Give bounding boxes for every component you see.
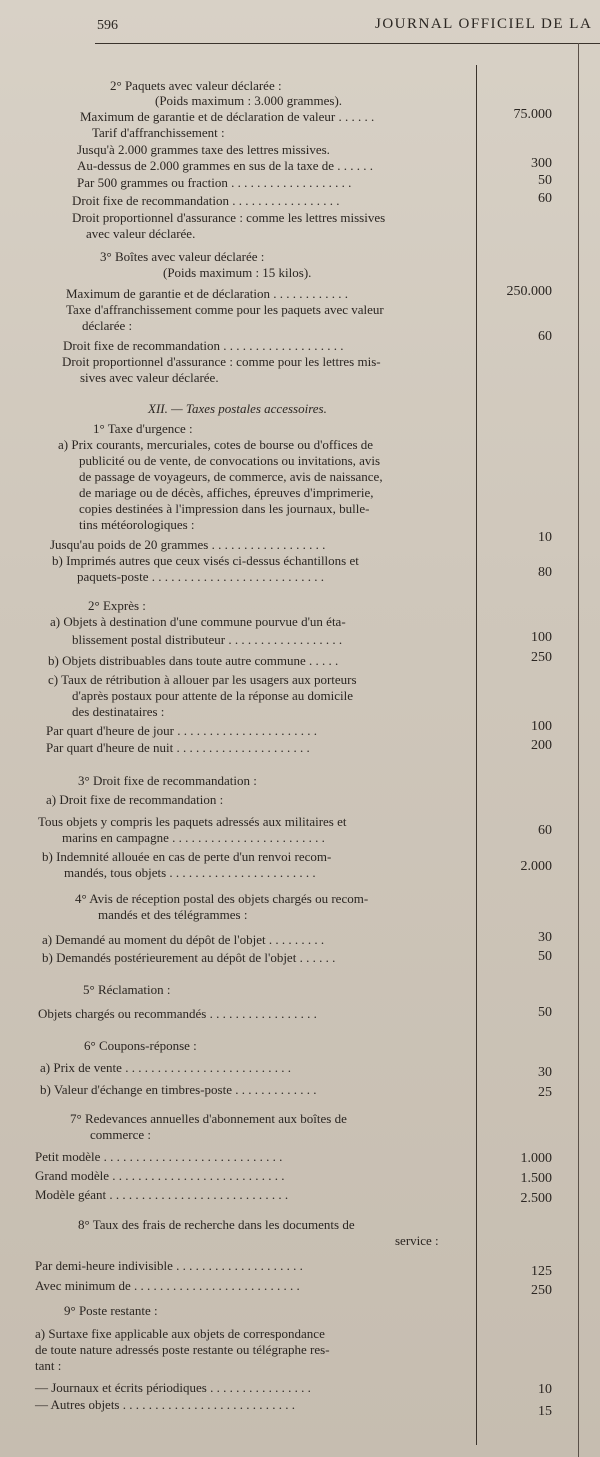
text-line: b) Objets distribuables dans toute autre commune . . . . . (48, 653, 339, 668)
amount-value: 75.000 (513, 107, 552, 122)
text-line: tins météorologiques : (79, 517, 195, 532)
amount-value: 250 (531, 650, 552, 665)
amount-value: 2.500 (520, 1191, 552, 1206)
amount-value: 30 (538, 930, 552, 945)
amount-value: 50 (538, 1005, 552, 1020)
text-line: de mariage ou de décès, affiches, épreuves d'imprimerie, (79, 485, 374, 500)
text-line: Jusqu'au poids de 20 grammes . . . . . . . . . . . . . . . . . . (50, 537, 326, 552)
text-line: Droit fixe de recommandation . . . . . . . . . . . . . . . . . (72, 193, 340, 208)
text-line: a) Objets à destination d'une commune pourvue d'un éta- (50, 614, 346, 629)
text-line: (Poids maximum : 15 kilos). (163, 265, 312, 280)
text-line: 2° Paquets avec valeur déclarée : (110, 78, 282, 93)
text-line: d'après postaux pour attente de la réponse au domicile (72, 688, 354, 703)
amount-value: 300 (531, 156, 552, 171)
text-line: — Journaux et écrits périodiques . . . . . . . . . . . . . . . . (35, 1380, 311, 1395)
text-line: a) Demandé au moment du dépôt de l'objet . . . . . . . . . (42, 932, 325, 947)
text-line: a) Surtaxe fixe applicable aux objets de correspondance (35, 1326, 325, 1341)
amount-value: 80 (538, 565, 552, 580)
text-line: a) Droit fixe de recommandation : (46, 792, 224, 807)
amount-value: 1.500 (520, 1171, 552, 1186)
text-line: avec valeur déclarée. (86, 226, 196, 241)
amount-value: 200 (531, 738, 552, 753)
amount-value: 60 (538, 329, 552, 344)
amount-value: 100 (531, 719, 552, 734)
text-line: marins en campagne . . . . . . . . . . . . . . . . . . . . . . . . (62, 830, 325, 845)
text-line: paquets-poste . . . . . . . . . . . . . . . . . . . . . . . . . . . (77, 569, 324, 584)
text-line: Par quart d'heure de jour . . . . . . . . . . . . . . . . . . . . . . (46, 723, 317, 738)
text-line: 9° Poste restante : (64, 1303, 158, 1318)
text-line: 2° Exprès : (88, 598, 146, 613)
text-line: 4° Avis de réception postal des objets chargés ou recom- (75, 891, 369, 906)
amount-value: 50 (538, 173, 552, 188)
text-line: Droit fixe de recommandation . . . . . . . . . . . . . . . . . . . (63, 338, 344, 353)
text-line: Maximum de garantie et de déclaration . . . . . . . . . . . . (66, 286, 348, 301)
text-line: Tous objets y compris les paquets adressés aux militaires et (38, 814, 347, 829)
text-line: service : (395, 1233, 439, 1248)
text-line: de toute nature adressés poste restante ou télégraphe res- (35, 1342, 330, 1357)
text-line: Par quart d'heure de nuit . . . . . . . . . . . . . . . . . . . . . (46, 740, 310, 755)
page-number: 596 (97, 18, 118, 33)
text-line: 6° Coupons-réponse : (84, 1038, 197, 1053)
text-line: mandés, tous objets . . . . . . . . . . . . . . . . . . . . . . . (64, 865, 316, 880)
text-line: Grand modèle . . . . . . . . . . . . . . . . . . . . . . . . . . . (35, 1168, 285, 1183)
text-line: Taxe d'affranchissement comme pour les paquets avec valeur (66, 302, 384, 317)
text-line: Tarif d'affranchissement : (92, 125, 225, 140)
text-line: Au-dessus de 2.000 grammes en sus de la taxe de . . . . . . (77, 158, 374, 173)
amount-value: 1.000 (520, 1151, 552, 1166)
text-line: 5° Réclamation : (83, 982, 171, 997)
text-line: publicité ou de vente, de convocations ou invitations, avis (79, 453, 381, 468)
text-line: b) Valeur d'échange en timbres-poste . . . . . . . . . . . . . (40, 1082, 317, 1097)
text-line: b) Imprimés autres que ceux visés ci-dessus échantillons et (52, 553, 359, 568)
text-line: Avec minimum de . . . . . . . . . . . . . . . . . . . . . . . . . . (35, 1278, 300, 1293)
text-line: a) Prix courants, mercuriales, cotes de bourse ou d'offices de (58, 437, 374, 452)
text-line: 3° Boîtes avec valeur déclarée : (100, 249, 265, 264)
amount-value: 2.000 (520, 859, 552, 874)
text-line: Droit proportionnel d'assurance : comme les lettres missives (72, 210, 386, 225)
text-line: tant : (35, 1358, 62, 1373)
text-line: Jusqu'à 2.000 grammes taxe des lettres missives. (77, 142, 330, 157)
text-line: déclarée : (82, 318, 133, 333)
text-line: Droit proportionnel d'assurance : comme pour les lettres mis- (62, 354, 381, 369)
text-line: des destinataires : (72, 704, 165, 719)
text-line: Objets chargés ou recommandés . . . . . . . . . . . . . . . . . (38, 1006, 317, 1021)
text-line: blissement postal distributeur . . . . . . . . . . . . . . . . . . (72, 632, 343, 647)
amount-value: 60 (538, 191, 552, 206)
text-line: 1° Taxe d'urgence : (93, 421, 193, 436)
amount-value: 250.000 (506, 284, 552, 299)
text-line: de passage de voyageurs, de commerce, avis de naissance, (79, 469, 383, 484)
text-line: Modèle géant . . . . . . . . . . . . . . . . . . . . . . . . . . . . (35, 1187, 289, 1202)
amount-value: 50 (538, 949, 552, 964)
text-line: 8° Taux des frais de recherche dans les documents de (78, 1217, 355, 1232)
text-line: sives avec valeur déclarée. (80, 370, 219, 385)
amount-value: 30 (538, 1065, 552, 1080)
amount-value: 60 (538, 823, 552, 838)
journal-title: JOURNAL OFFICIEL DE LA (375, 16, 593, 32)
text-line: XII. — Taxes postales accessoires. (148, 401, 327, 416)
text-line: b) Demandés postérieurement au dépôt de l'objet . . . . . . (42, 950, 336, 965)
text-line: Par demi-heure indivisible . . . . . . . . . . . . . . . . . . . . (35, 1258, 303, 1273)
text-line: b) Indemnité allouée en cas de perte d'un renvoi recom- (42, 849, 332, 864)
text-line: copies destinées à l'impression dans les journaux, bulle- (79, 501, 370, 516)
text-line: 7° Redevances annuelles d'abonnement aux boîtes de (70, 1111, 347, 1126)
amount-value: 125 (531, 1264, 552, 1279)
amount-value: 250 (531, 1283, 552, 1298)
text-line: (Poids maximum : 3.000 grammes). (155, 93, 343, 108)
text-line: Petit modèle . . . . . . . . . . . . . . . . . . . . . . . . . . . . (35, 1149, 283, 1164)
text-line: Par 500 grammes ou fraction . . . . . . . . . . . . . . . . . . . (77, 175, 352, 190)
amount-value: 25 (538, 1085, 552, 1100)
amount-value: 10 (538, 530, 552, 545)
text-line: — Autres objets . . . . . . . . . . . . . . . . . . . . . . . . . . . (35, 1397, 295, 1412)
amount-value: 15 (538, 1404, 552, 1419)
text-line: 3° Droit fixe de recommandation : (78, 773, 257, 788)
text-line: Maximum de garantie et de déclaration de valeur . . . . . . (80, 109, 375, 124)
text-line: a) Prix de vente . . . . . . . . . . . . . . . . . . . . . . . . . . (40, 1060, 291, 1075)
text-line: mandés et des télégrammes : (98, 907, 248, 922)
amount-value: 10 (538, 1382, 552, 1397)
text-line: c) Taux de rétribution à allouer par les usagers aux porteurs (48, 672, 357, 687)
text-line: commerce : (90, 1127, 151, 1142)
amount-value: 100 (531, 630, 552, 645)
